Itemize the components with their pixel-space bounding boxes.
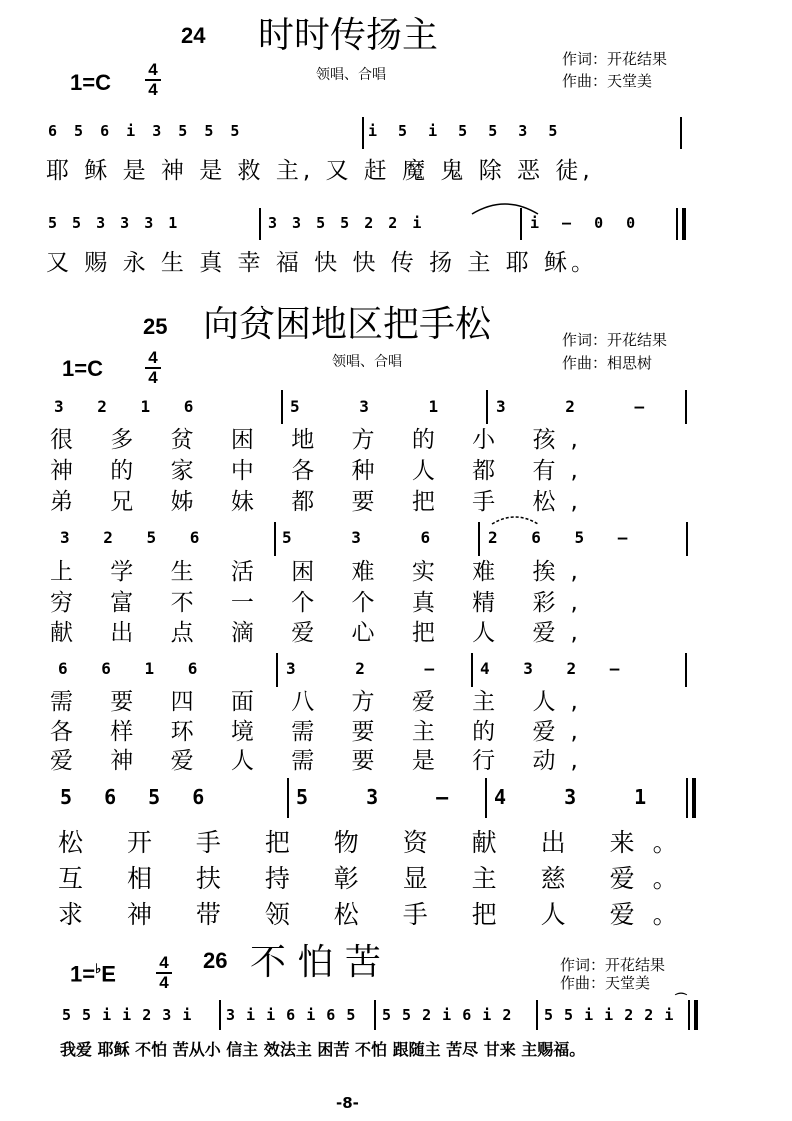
song-25-notes-row4-m3: 4 3 1: [494, 785, 647, 809]
song-26-time-signature: 4 4: [156, 955, 172, 991]
song-25-lyric-row2-v3: 献 出 点 滴 爱 心 把 人 爱,: [50, 620, 593, 646]
final-barline: [688, 1000, 690, 1030]
song-25-lyric-row3-v2: 各 样 环 境 需 要 主 的 爱,: [50, 719, 593, 745]
song-25-number: 25: [143, 314, 168, 339]
song-24-role: 领唱、合唱: [316, 67, 386, 83]
song-26-notes-m2: 3 i i 6 i 6 5: [226, 1006, 356, 1024]
song-25-title: 向贫困地区把手松: [203, 304, 492, 345]
song-25-lyric-row3-v3: 爱 神 爱 人 需 要 是 行 动,: [50, 748, 593, 774]
barline: [374, 1000, 376, 1030]
barline: [276, 653, 278, 687]
song-25-notes-row1-m2: 5 3 1: [290, 397, 439, 416]
song-26-notes-m1: 5 5 i i 2 3 i: [62, 1006, 192, 1024]
final-barline: [686, 778, 688, 818]
barline: [686, 522, 688, 556]
song-24-lyric-line2: 又 赐 永 生 真 幸 福 快 快 传 扬 主 耶 稣。: [46, 250, 599, 276]
song-25-lyric-row2-v1: 上 学 生 活 困 难 实 难 挨,: [50, 559, 593, 585]
song-24-notes-line1-b: i 5 i 5 5 3 5: [368, 122, 558, 140]
barline: [486, 390, 488, 424]
song-24-composer: 作曲：天堂美: [562, 72, 653, 90]
song-26-lyric: 我爱 耶稣 不怕 苦从小 信主 效法主 困苦 不怕 跟随主 苦尽 甘来 主赐福。: [60, 1040, 586, 1059]
song-25-notes-row4-m2: 5 3 –: [296, 785, 449, 809]
song-25-lyricist: 作词：开花结果: [562, 331, 668, 349]
song-25-role: 领唱、合唱: [332, 354, 402, 370]
song-24-lyricist: 作词：开花结果: [562, 50, 668, 68]
song-25-notes-row1-m1: 3 2 1 6: [54, 397, 194, 416]
song-25-notes-row2-m2: 5 3 6: [282, 528, 431, 547]
final-barline-thick: [692, 778, 696, 818]
barline: [274, 522, 276, 556]
barline: [485, 778, 487, 818]
song-25-notes-row2-m1: 3 2 5 6: [60, 528, 200, 547]
song-25-notes-row2-m3: 2 6 5 –: [488, 528, 628, 547]
song-25-time-signature: 4 4: [145, 350, 161, 386]
barline: [685, 653, 687, 687]
fermata-icon: ⌒: [675, 992, 688, 1006]
song-25-lyric-row4-v1: 松 开 手 把 物 资 献 出 来。: [58, 828, 696, 857]
barline: [259, 208, 261, 240]
song-26-number: 26: [203, 948, 228, 973]
song-24-notes-line2-a: 5 5 3 3 3 1: [48, 214, 178, 232]
song-25-notes-row4-m1: 5 6 5 6: [60, 785, 205, 809]
song-24-notes-line2-b: 3 3 5 5 2 2 i: [268, 214, 422, 232]
barline: [685, 390, 687, 424]
page-number: -8-: [336, 1094, 359, 1112]
song-25-notes-row3-m1: 6 6 1 6: [58, 659, 198, 678]
song-26-key: 1=♭E: [70, 961, 116, 987]
song-24-lyric-line1: 耶 稣 是 神 是 救 主, 又 赶 魔 鬼 除 恶 徒,: [46, 158, 594, 184]
song-25-lyric-row1-v1: 很 多 贫 困 地 方 的 小 孩,: [50, 427, 593, 453]
barline: [287, 778, 289, 818]
song-24-title: 时时传扬主: [258, 15, 439, 56]
final-barline: [676, 208, 678, 240]
song-25-lyric-row1-v2: 神 的 家 中 各 种 人 都 有,: [50, 458, 593, 484]
barline: [219, 1000, 221, 1030]
song-25-lyric-row4-v2: 互 相 扶 持 彰 显 主 慈 爱。: [58, 864, 696, 893]
song-25-notes-row3-m2: 3 2 –: [286, 659, 435, 678]
song-25-notes-row3-m3: 4 3 2 –: [480, 659, 620, 678]
song-26-lyricist: 作词：开花结果: [560, 956, 666, 974]
slur-tie: [490, 512, 540, 526]
song-25-lyric-row2-v2: 穷 富 不 一 个 个 真 精 彩,: [50, 590, 593, 616]
song-25-lyric-row1-v3: 弟 兄 姊 妹 都 要 把 手 松,: [50, 489, 593, 515]
song-26-notes-m3: 5 5 2 i 6 i 2: [382, 1006, 512, 1024]
barline: [281, 390, 283, 424]
song-25-key: 1=C: [62, 356, 103, 381]
song-25-composer: 作曲：相思树: [562, 354, 653, 372]
barline: [536, 1000, 538, 1030]
slur-tie: [470, 198, 540, 216]
barline: [471, 653, 473, 687]
barline: [680, 117, 682, 149]
song-24-notes-line2-c: i – 0 0: [530, 214, 636, 232]
song-24-time-signature: 4 4: [145, 62, 161, 98]
song-25-notes-row1-m3: 3 2 –: [496, 397, 645, 416]
song-24-key: 1=C: [70, 70, 111, 95]
song-26-notes-m4: 5 5 i i 2 2 i: [544, 1006, 674, 1024]
song-24-number: 24: [181, 23, 206, 48]
song-26-composer: 作曲：天堂美: [560, 974, 651, 992]
song-26-title: 不 怕 苦: [250, 942, 381, 983]
barline: [478, 522, 480, 556]
song-24-notes-line1-a: 6 5 6 i 3 5 5 5: [48, 122, 240, 140]
final-barline-thick: [694, 1000, 698, 1030]
song-25-lyric-row4-v3: 求 神 带 领 松 手 把 人 爱。: [58, 900, 696, 929]
barline: [362, 117, 364, 149]
song-25-lyric-row3-v1: 需 要 四 面 八 方 爱 主 人,: [50, 689, 593, 715]
final-barline-thick: [682, 208, 686, 240]
